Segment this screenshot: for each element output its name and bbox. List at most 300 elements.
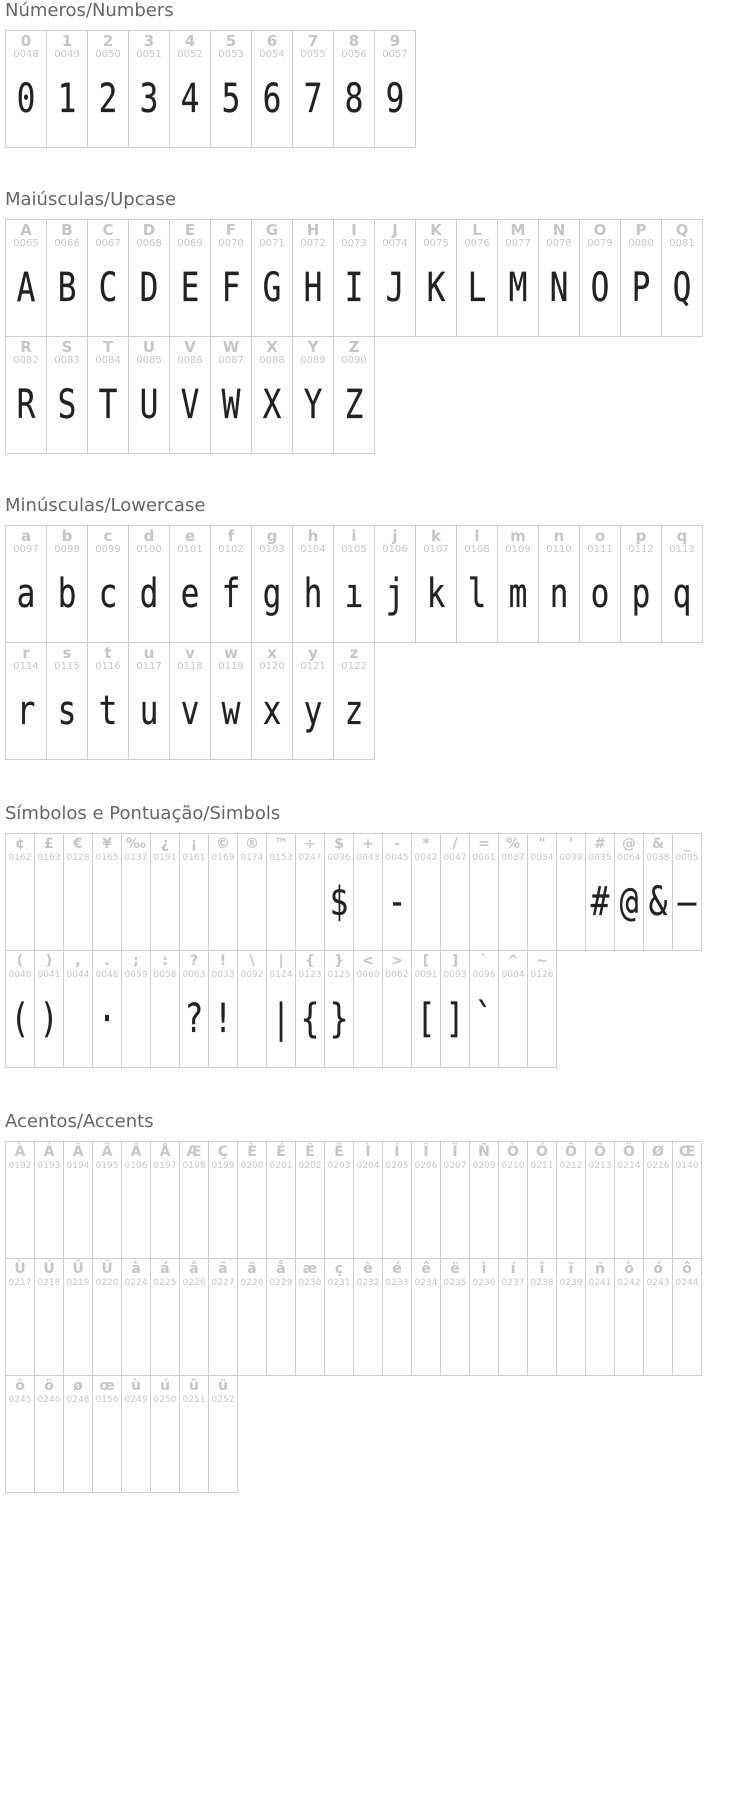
glyph-char-label: B — [61, 221, 73, 239]
glyph-char-label: ö — [44, 1378, 54, 1394]
glyph-code-label: 0120 — [259, 661, 285, 672]
glyph-char-label: < — [362, 953, 374, 969]
glyph-code-label: 0074 — [382, 238, 408, 249]
lowercase-cell — [374, 525, 416, 643]
upcase-title: Maiúsculas/Upcase — [5, 189, 177, 210]
numbers-grid — [5, 30, 725, 147]
glyph-sample: 6 — [262, 76, 282, 122]
glyph-sample: J — [385, 265, 405, 311]
symbols-cell — [237, 950, 267, 1068]
glyph-sample: 4 — [180, 76, 200, 122]
glyph-code-label: 0066 — [54, 238, 80, 249]
lowercase-cell — [251, 642, 293, 760]
glyph-char-label: Õ — [594, 1144, 606, 1160]
glyph-code-label: 0100 — [136, 544, 162, 555]
glyph-char-label: u — [143, 644, 155, 662]
glyph-char-label: æ — [302, 1261, 318, 1277]
upcase-cell — [579, 219, 621, 337]
glyph-char-label: Z — [348, 338, 360, 356]
accents-cell — [266, 1141, 296, 1259]
glyph-char-label: 9 — [389, 32, 401, 50]
glyph-code-label: 0230 — [298, 1278, 322, 1288]
glyph-code-label: 0053 — [218, 49, 244, 60]
glyph-char-label: I — [351, 221, 357, 239]
glyph-code-label: 0082 — [13, 355, 39, 366]
glyph-sample: V — [180, 382, 200, 428]
symbols-cell — [295, 833, 325, 951]
lowercase-cell — [251, 525, 293, 643]
accents-cell — [295, 1141, 325, 1259]
numbers-cell — [251, 30, 293, 148]
glyph-char-label: Ú — [43, 1261, 55, 1277]
accents-cell — [150, 1141, 180, 1259]
symbols-cell — [353, 833, 383, 951]
accents-cell — [585, 1141, 615, 1259]
glyph-code-label: 0051 — [136, 49, 162, 60]
glyph-sample: j — [385, 571, 405, 617]
glyph-sample: M — [508, 265, 528, 311]
glyph-code-label: 0229 — [269, 1278, 293, 1288]
glyph-char-label: Á — [43, 1144, 55, 1160]
glyph-code-label: 0191 — [153, 853, 177, 863]
glyph-sample: 7 — [303, 76, 323, 122]
numbers-cell — [292, 30, 334, 148]
glyph-char-label: î — [539, 1261, 545, 1277]
glyph-char-label: Ä — [130, 1144, 142, 1160]
upcase-cell — [128, 336, 170, 454]
accents-cell — [63, 1141, 93, 1259]
glyph-char-label: t — [104, 644, 112, 662]
glyph-char-label: ? — [189, 953, 199, 969]
upcase-cell — [5, 336, 47, 454]
upcase-cell — [169, 219, 211, 337]
glyph-code-label: 0094 — [501, 970, 525, 980]
accents-cell — [614, 1141, 644, 1259]
glyph-code-label: 0219 — [66, 1278, 90, 1288]
accents-title: Acentos/Accents — [5, 1111, 154, 1132]
glyph-code-label: 0065 — [13, 238, 39, 249]
accents-cell — [353, 1258, 383, 1376]
glyph-sample: C — [98, 265, 118, 311]
accents-cell — [353, 1141, 383, 1259]
lowercase-cell — [497, 525, 539, 643]
symbols-cell — [5, 833, 35, 951]
glyph-code-label: 0251 — [182, 1395, 206, 1405]
glyph-sample: @ — [619, 879, 639, 925]
upcase-cell — [87, 336, 129, 454]
glyph-code-label: 0212 — [559, 1161, 583, 1171]
numbers-cell — [128, 30, 170, 148]
glyph-code-label: 0128 — [66, 853, 90, 863]
glyph-sample: v — [180, 688, 200, 734]
glyph-sample: K — [426, 265, 446, 311]
glyph-code-label: 0109 — [505, 544, 531, 555]
glyph-code-label: 0211 — [530, 1161, 554, 1171]
glyph-char-label: Ê — [305, 1144, 315, 1160]
accents-cell — [63, 1375, 93, 1493]
glyph-code-label: 0249 — [124, 1395, 148, 1405]
symbols-cell — [411, 833, 441, 951]
glyph-char-label: ú — [160, 1378, 170, 1394]
symbols-cell — [208, 950, 238, 1068]
glyph-char-label: è — [363, 1261, 373, 1277]
symbols-cell — [672, 833, 702, 951]
glyph-code-label: 0117 — [136, 661, 162, 672]
symbols-cell — [614, 833, 644, 951]
glyph-code-label: 0232 — [356, 1278, 380, 1288]
glyph-char-label: Ï — [452, 1144, 458, 1160]
glyph-char-label: + — [362, 836, 374, 852]
lowercase-cell — [5, 525, 47, 643]
glyph-code-label: 0096 — [472, 970, 496, 980]
glyph-code-label: 0079 — [587, 238, 613, 249]
accents-cell — [179, 1375, 209, 1493]
glyph-sample: t — [98, 688, 118, 734]
glyph-char-label: Ô — [565, 1144, 577, 1160]
glyph-char-label: % — [505, 836, 521, 852]
upcase-cell — [87, 219, 129, 337]
symbols-cell — [92, 833, 122, 951]
glyph-code-label: 0034 — [530, 853, 554, 863]
glyph-char-label: [ — [422, 953, 430, 969]
upcase-cell — [292, 336, 334, 454]
glyph-code-label: 0227 — [211, 1278, 235, 1288]
glyph-sample: — — [677, 879, 697, 925]
glyph-char-label: É — [276, 1144, 286, 1160]
upcase-section — [5, 189, 730, 453]
glyph-sample: R — [16, 382, 36, 428]
glyph-char-label: Ù — [14, 1261, 26, 1277]
glyph-code-label: 0162 — [8, 853, 32, 863]
numbers-title: Números/Numbers — [5, 0, 174, 21]
accents-cell — [208, 1375, 238, 1493]
glyph-char-label: F — [225, 221, 237, 239]
upcase-cell — [5, 219, 47, 337]
glyph-code-label: 0225 — [153, 1278, 177, 1288]
lowercase-cell — [333, 525, 375, 643]
glyph-sample: y — [303, 688, 323, 734]
glyph-sample: L — [467, 265, 487, 311]
accents-cell — [295, 1258, 325, 1376]
symbols-cell — [585, 833, 615, 951]
glyph-char-label: Y — [307, 338, 319, 356]
glyph-sample: # — [590, 879, 610, 925]
glyph-code-label: 0210 — [501, 1161, 525, 1171]
glyph-char-label: ó — [653, 1261, 663, 1277]
glyph-sample: ı — [344, 571, 364, 617]
upcase-cell — [661, 219, 703, 337]
glyph-code-label: 0243 — [646, 1278, 670, 1288]
glyph-code-label: 0071 — [259, 238, 285, 249]
glyph-char-label: o — [594, 527, 606, 545]
glyph-char-label: Ö — [623, 1144, 635, 1160]
symbols-cell — [179, 950, 209, 1068]
glyph-sample: 1 — [57, 76, 77, 122]
glyph-char-label: ^ — [507, 953, 519, 969]
glyph-char-label: ã — [218, 1261, 228, 1277]
symbols-cell — [382, 950, 412, 1068]
glyph-sample: { — [300, 996, 320, 1042]
glyph-char-label: ñ — [595, 1261, 605, 1277]
glyph-char-label: í — [510, 1261, 516, 1277]
glyph-char-label: ; — [133, 953, 139, 969]
glyph-char-label: € — [73, 836, 83, 852]
glyph-code-label: 0114 — [13, 661, 39, 672]
glyph-char-label: Î — [423, 1144, 429, 1160]
glyph-code-label: 0110 — [546, 544, 572, 555]
glyph-char-label: 7 — [307, 32, 319, 50]
lowercase-cell — [210, 642, 252, 760]
lowercase-section — [5, 495, 730, 759]
glyph-sample: T — [98, 382, 118, 428]
glyph-sample: z — [344, 688, 364, 734]
glyph-sample: b — [57, 571, 77, 617]
glyph-char-label: ï — [568, 1261, 574, 1277]
glyph-code-label: 0098 — [54, 544, 80, 555]
glyph-sample: I — [344, 265, 364, 311]
glyph-code-label: 0106 — [382, 544, 408, 555]
glyph-code-label: 0207 — [443, 1161, 467, 1171]
upcase-cell — [292, 219, 334, 337]
glyph-code-label: 0045 — [385, 853, 409, 863]
glyph-sample: p — [631, 571, 651, 617]
glyph-code-label: 0078 — [546, 238, 572, 249]
symbols-cell — [63, 950, 93, 1068]
glyph-sample: H — [303, 265, 323, 311]
glyph-char-label: . — [104, 953, 110, 969]
glyph-char-label: 8 — [348, 32, 360, 50]
glyph-char-label: p — [635, 527, 647, 545]
glyph-code-label: 0103 — [259, 544, 285, 555]
glyph-char-label: ä — [247, 1261, 257, 1277]
symbols-cell — [92, 950, 122, 1068]
glyph-sample: s — [57, 688, 77, 734]
accents-cell — [324, 1141, 354, 1259]
glyph-char-label: v — [185, 644, 195, 662]
glyph-code-label: 0231 — [327, 1278, 351, 1288]
accents-cell — [266, 1258, 296, 1376]
symbols-cell — [382, 833, 412, 951]
glyph-sample: P — [631, 265, 651, 311]
glyph-code-label: 0063 — [182, 970, 206, 980]
lowercase-cell — [87, 642, 129, 760]
glyph-sample: N — [549, 265, 569, 311]
symbols-cell — [237, 833, 267, 951]
glyph-char-label: ® — [245, 836, 259, 852]
glyph-sample: [ — [416, 996, 436, 1042]
upcase-cell — [169, 336, 211, 454]
glyph-char-label: > — [391, 953, 403, 969]
glyph-code-label: 0072 — [300, 238, 326, 249]
glyph-char-label: ÷ — [304, 836, 316, 852]
glyph-char-label: ë — [450, 1261, 460, 1277]
glyph-char-label: 5 — [225, 32, 237, 50]
glyph-code-label: 0218 — [37, 1278, 61, 1288]
glyph-code-label: 0214 — [617, 1161, 641, 1171]
glyph-sample: c — [98, 571, 118, 617]
glyph-sample: | — [271, 996, 291, 1042]
numbers-cell — [374, 30, 416, 148]
glyph-code-label: 0246 — [37, 1395, 61, 1405]
glyph-char-label: | — [278, 953, 284, 969]
glyph-char-label: â — [189, 1261, 199, 1277]
symbols-cell — [527, 950, 557, 1068]
glyph-code-label: 0102 — [218, 544, 244, 555]
glyph-char-label: ê — [421, 1261, 431, 1277]
glyph-code-label: 0195 — [95, 1161, 119, 1171]
glyph-char-label: T — [102, 338, 114, 356]
glyph-code-label: 0068 — [136, 238, 162, 249]
glyph-code-label: 0124 — [269, 970, 293, 980]
glyph-sample: q — [672, 571, 692, 617]
glyph-char-label: X — [266, 338, 278, 356]
glyph-char-label: Ã — [101, 1144, 113, 1160]
glyph-code-label: 0119 — [218, 661, 244, 672]
symbols-cell — [266, 833, 296, 951]
glyph-sample: } — [329, 996, 349, 1042]
glyph-sample: l — [467, 571, 487, 617]
glyph-code-label: 0050 — [95, 49, 121, 60]
symbols-cell — [34, 950, 64, 1068]
upcase-cell — [210, 219, 252, 337]
glyph-code-label: 0226 — [182, 1278, 206, 1288]
glyph-code-label: 0112 — [628, 544, 654, 555]
glyph-char-label: A — [20, 221, 32, 239]
accents-cell — [411, 1141, 441, 1259]
glyph-sample: B — [57, 265, 77, 311]
glyph-sample: a — [16, 571, 36, 617]
symbols-cell — [556, 833, 586, 951]
glyph-char-label: k — [431, 527, 441, 545]
glyph-code-label: 0083 — [54, 355, 80, 366]
symbols-cell — [121, 950, 151, 1068]
glyph-char-label: G — [265, 221, 279, 239]
glyph-char-label: / — [452, 836, 458, 852]
glyph-sample: - — [387, 879, 407, 925]
glyph-sample: x — [262, 688, 282, 734]
lowercase-cell — [661, 525, 703, 643]
glyph-code-label: 0067 — [95, 238, 121, 249]
glyph-code-label: 0035 — [588, 853, 612, 863]
glyph-code-label: 0194 — [66, 1161, 90, 1171]
glyph-char-label: Í — [394, 1144, 400, 1160]
upcase-cell — [497, 219, 539, 337]
glyph-code-label: 0099 — [95, 544, 121, 555]
glyph-code-label: 0080 — [628, 238, 654, 249]
glyph-char-label: û — [189, 1378, 199, 1394]
glyph-code-label: 0224 — [124, 1278, 148, 1288]
accents-grid — [5, 1141, 725, 1492]
glyph-code-label: 0055 — [300, 49, 326, 60]
glyph-char-label: ¿ — [160, 836, 170, 852]
glyph-code-label: 0126 — [530, 970, 554, 980]
glyph-char-label: ô — [682, 1261, 692, 1277]
glyph-sample: ( — [10, 996, 30, 1042]
glyph-sample: X — [262, 382, 282, 428]
lowercase-cell — [128, 642, 170, 760]
glyph-char-label: 4 — [184, 32, 196, 50]
upcase-cell — [333, 219, 375, 337]
accents-cell — [614, 1258, 644, 1376]
glyph-code-label: 0216 — [646, 1161, 670, 1171]
glyph-code-label: 0137 — [124, 853, 148, 863]
lowercase-cell — [333, 642, 375, 760]
glyph-sample: W — [221, 382, 241, 428]
symbols-cell — [324, 950, 354, 1068]
glyph-code-label: 0104 — [300, 544, 326, 555]
glyph-char-label: h — [307, 527, 319, 545]
symbols-cell — [411, 950, 441, 1068]
glyph-sample: Z — [344, 382, 364, 428]
glyph-sample: Q — [672, 265, 692, 311]
glyph-char-label: ! — [219, 953, 227, 969]
glyph-sample: h — [303, 571, 323, 617]
glyph-char-label: d — [143, 527, 155, 545]
glyph-code-label: 0041 — [37, 970, 61, 980]
glyph-code-label: 0192 — [8, 1161, 32, 1171]
glyph-char-label: ù — [131, 1378, 141, 1394]
glyph-char-label: ¡ — [190, 836, 198, 852]
glyph-code-label: 0052 — [177, 49, 203, 60]
accents-cell — [324, 1258, 354, 1376]
glyph-char-label: C — [102, 221, 114, 239]
upcase-cell — [374, 219, 416, 337]
glyph-code-label: 0118 — [177, 661, 203, 672]
glyph-char-label: z — [349, 644, 359, 662]
glyph-char-label: ‰ — [125, 836, 147, 852]
glyph-sample: F — [221, 265, 241, 311]
symbols-cell — [150, 833, 180, 951]
glyph-code-label: 0165 — [95, 853, 119, 863]
symbols-cell — [295, 950, 325, 1068]
glyph-char-label: U — [142, 338, 156, 356]
glyph-code-label: 0092 — [240, 970, 264, 980]
accents-cell — [643, 1258, 673, 1376]
accents-cell — [382, 1141, 412, 1259]
glyph-code-label: 0060 — [356, 970, 380, 980]
glyph-code-label: 0089 — [300, 355, 326, 366]
glyph-code-label: 0239 — [559, 1278, 583, 1288]
glyph-char-label: é — [392, 1261, 402, 1277]
glyph-code-label: 0202 — [298, 1161, 322, 1171]
glyph-char-label: i — [351, 527, 357, 545]
accents-cell — [527, 1258, 557, 1376]
symbols-cell — [353, 950, 383, 1068]
upcase-cell — [46, 219, 88, 337]
lowercase-cell — [169, 642, 211, 760]
glyph-code-label: 0205 — [385, 1161, 409, 1171]
glyph-char-label: q — [676, 527, 688, 545]
symbols-cell — [5, 950, 35, 1068]
glyph-code-label: 0111 — [587, 544, 613, 555]
symbols-cell — [498, 833, 528, 951]
glyph-char-label: $ — [334, 836, 344, 852]
glyph-char-label: Ë — [334, 1144, 344, 1160]
numbers-cell — [333, 30, 375, 148]
glyph-code-label: 0121 — [300, 661, 326, 672]
glyph-char-label: : — [162, 953, 168, 969]
glyph-code-label: 0197 — [153, 1161, 177, 1171]
accents-cell — [63, 1258, 93, 1376]
glyph-char-label: g — [266, 527, 278, 545]
glyph-char-label: f — [227, 527, 235, 545]
glyph-char-label: ™ — [274, 836, 288, 852]
glyph-code-label: 0097 — [13, 544, 39, 555]
lowercase-cell — [456, 525, 498, 643]
glyph-char-label: J — [392, 221, 398, 239]
glyph-sample: · — [97, 996, 117, 1042]
glyph-code-label: 0073 — [341, 238, 367, 249]
